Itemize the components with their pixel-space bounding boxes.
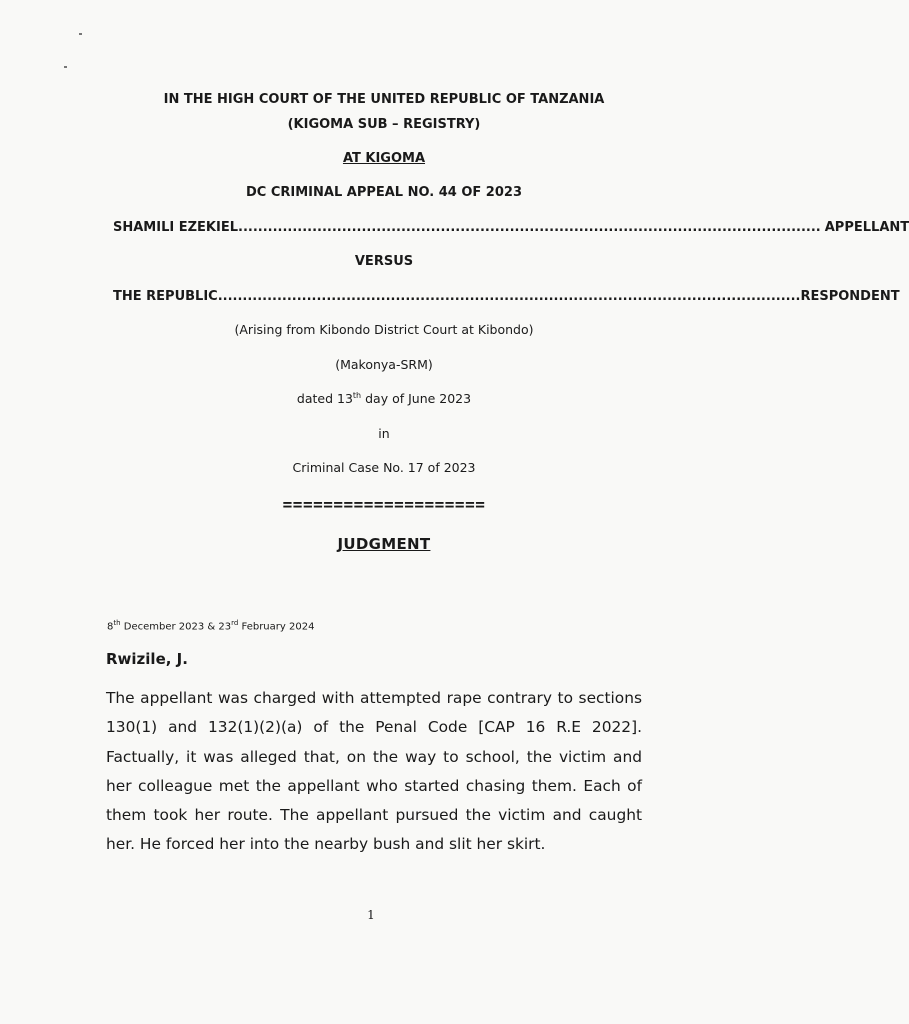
respondent-role: RESPONDENT — [800, 289, 900, 304]
page-number: 1 — [367, 908, 375, 922]
versus-label: VERSUS — [354, 254, 414, 269]
respondent-line — [113, 289, 900, 304]
magistrate: (Makonya-SRM) — [335, 357, 433, 372]
criminal-case: Criminal Case No. 17 of 2023 — [292, 460, 476, 475]
sub-registry: (KIGOMA SUB – REGISTRY) — [287, 117, 481, 132]
court-name: IN THE HIGH COURT OF THE UNITED REPUBLIC OF TANZANIA — [163, 92, 605, 107]
decision-date: dated 13th day of June 2023 — [296, 391, 472, 407]
scan-speck — [64, 66, 67, 68]
court-location: AT KIGOMA — [342, 151, 426, 166]
arising-from: (Arising from Kibondo District Court at Kibondo) — [234, 322, 534, 337]
appellant-role: APPELLANT — [824, 220, 909, 235]
appellant-line — [113, 220, 909, 235]
respondent-name: THE REPUBLIC — [113, 289, 218, 304]
judgment-title: JUDGMENT — [337, 535, 431, 553]
appellant-name: SHAMILI EZEKIEL — [113, 220, 238, 235]
judge-name: Rwizile, J. — [106, 650, 188, 668]
in-label: in — [378, 426, 390, 441]
scan-speck — [79, 33, 82, 35]
separator-line: ==================== — [282, 495, 486, 514]
hearing-dates: 8th December 2023 & 23rd February 2024 — [107, 619, 315, 633]
case-number: DC CRIMINAL APPEAL NO. 44 OF 2023 — [245, 185, 522, 200]
leader-dots: ...................................................................................................................... — [238, 220, 821, 235]
judgment-paragraph: The appellant was charged with attempted rape contrary to sections 130(1) and 132(1)(2)(a) of the Penal Code [CAP 16 R.E 2022]. Factually, it was alleged that, on the way to school, the victim and her colleague met the appellant who started chasing them. Each of them took her route. The appellant pursued the victim and caught her. He forced her into the nearby bush and slit her skirt. — [106, 689, 642, 854]
leader-dots: ...................................................................................................................... — [217, 289, 801, 304]
